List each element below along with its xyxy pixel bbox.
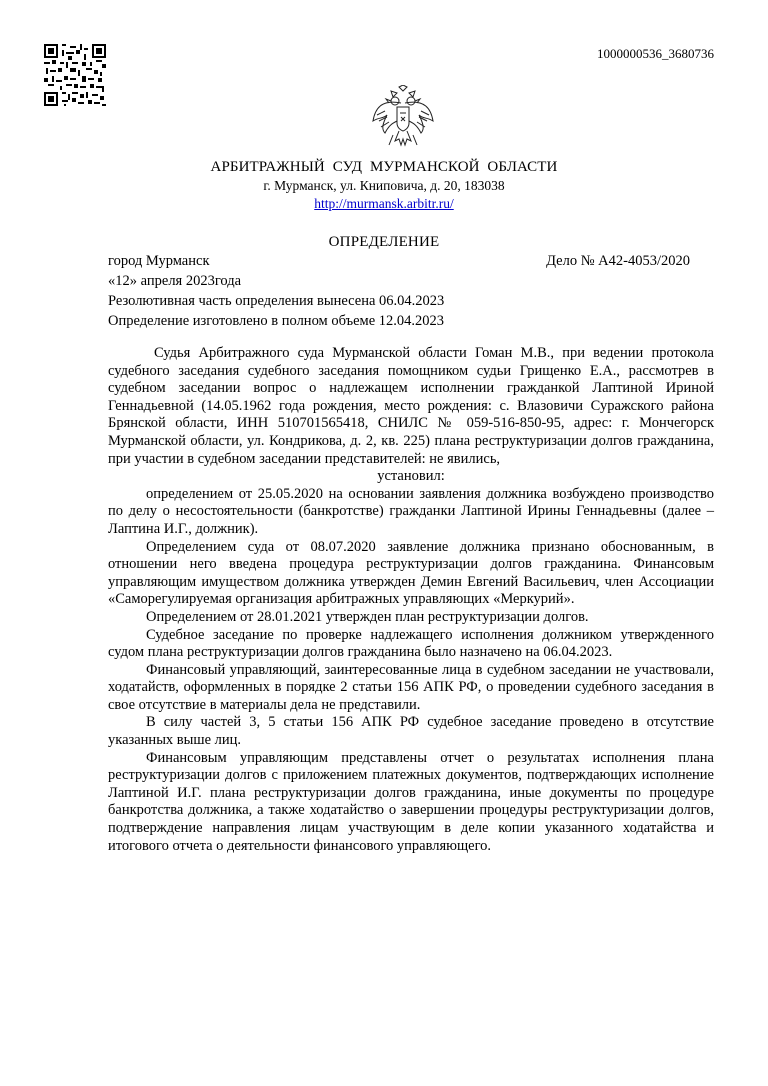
body-paragraph: В силу частей 3, 5 статьи 156 АПК РФ судебное заседание проведено в отсутствие указанных выше лиц. <box>108 714 714 749</box>
body-paragraph: определением от 25.05.2020 на основании заявления должника возбуждено производство по делу о несостоятельности (банкротстве) гражданки Лаптиной Ирины Геннадьевны (далее – Лаптина И.Г., должник). <box>108 485 714 537</box>
body-paragraph: Определением суда от 08.07.2020 заявление должника признано обоснованным, в отношении него введена процедура реструктуризации долгов гражданина. Финансовым управляющим имуществом должника утвержден Демин Евгений Васильевич, член Ассоциации «Саморегулируемая организация арбитражных управляющих «Меркурий». <box>108 538 714 608</box>
document-body <box>108 345 714 855</box>
full-text-date-line: Определение изготовлено в полном объеме 12.04.2023 <box>108 313 445 329</box>
document-date: «12» апреля 2023года <box>108 273 242 289</box>
intro-paragraph: Судья Арбитражного суда Мурманской области Гоман М.В., при ведении протокола судебного заседания судебного заседания помощником судьи Грищенко Е.А., рассмотрев в судебном заседании вопрос о надлежащем исполнении гражданкой Лаптиной Ириной Геннадьевной (14.05.1962 года рождения, место рождения: с. Влазовичи Суражского района Брянской области, ИНН 510701565418, СНИЛС № 059-516-850-95, адрес: г. Мончегорск Мурманской области, ул. Кондрикова, д. 2, кв. 225) плана реструктуризации долгов гражданина, при участии в судебном заседании представителей: не явились, <box>108 345 714 467</box>
court-name: АРБИТРАЖНЫЙ СУД МУРМАНСКОЙ ОБЛАСТИ <box>210 159 558 175</box>
body-paragraph: Определением от 28.01.2021 утвержден план реструктуризации долгов. <box>146 608 589 625</box>
case-number: Дело № А42-4053/2020 <box>546 253 690 269</box>
body-paragraph: Судебное заседание по проверке надлежащего исполнения должником утвержденного судом плана реструктуризации долгов гражданина было назначено на 06.04.2023. <box>108 626 714 661</box>
city: город Мурманск <box>108 253 210 269</box>
body-paragraph: Финансовым управляющим представлены отчет о результатах исполнения плана реструктуризации долгов с приложением платежных документов, подтверждающих исполнение Лаптиной И.Г. плана реструктуризации долгов гражданина, иные документы по процедуре банкротства должника, а также ходатайство о завершении процедуры реструктуризации долгов, подтверждение направления лицам участвующим в деле копии указанного ходатайства и итогового отчета о деятельности финансового управляющего. <box>108 749 714 854</box>
court-address: г. Мурманск, ул. Книповича, д. 20, 183038 <box>263 178 505 193</box>
established-heading: установил: <box>377 468 445 485</box>
russian-coat-of-arms-icon <box>371 85 435 151</box>
document-id: 1000000536_3680736 <box>597 46 714 61</box>
document-title: ОПРЕДЕЛЕНИЕ <box>328 234 440 250</box>
qr-code-icon <box>44 44 106 106</box>
body-paragraph: Финансовый управляющий, заинтересованные лица в судебном заседании не участвовали, ходатайств, оформленных в порядке 2 статьи 156 АПК РФ, о проведении судебного заседания в свое отсутствие в материалы дела не представили. <box>108 661 714 713</box>
resolution-date-line: Резолютивная часть определения вынесена 06.04.2023 <box>108 293 445 309</box>
court-website-link[interactable]: http://murmansk.arbitr.ru/ <box>314 196 454 211</box>
